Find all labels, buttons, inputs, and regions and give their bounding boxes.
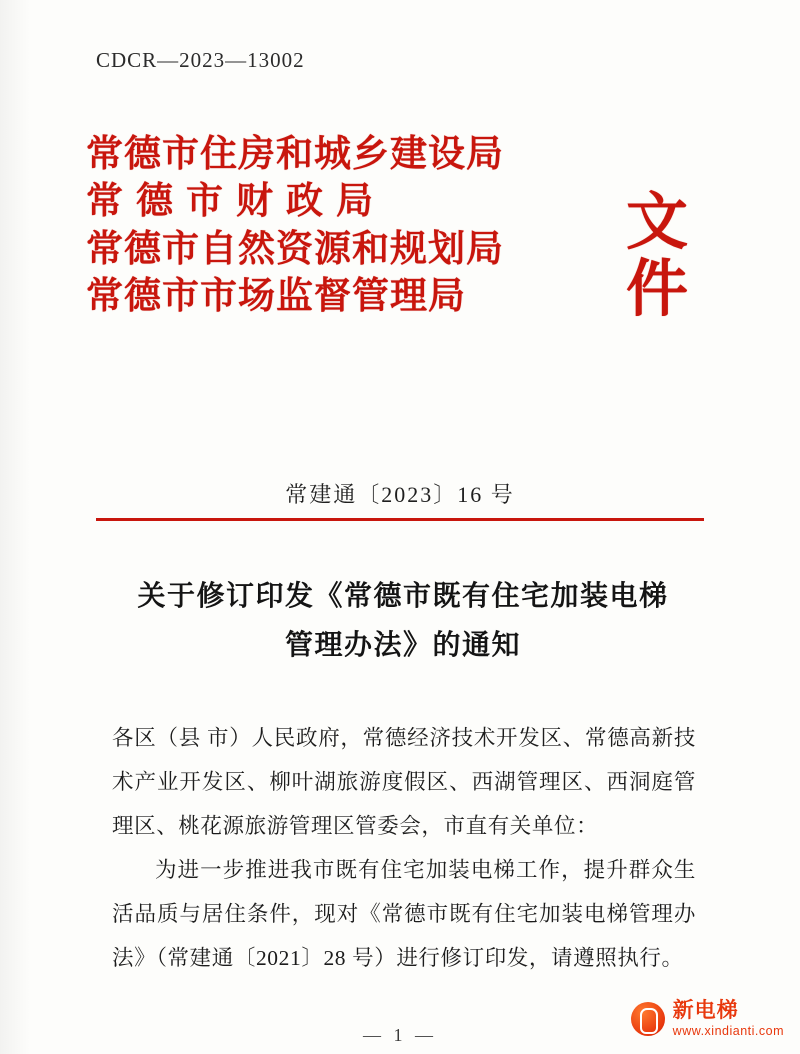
watermark-title: 新电梯 — [672, 999, 739, 1023]
issuer-line-3: 常德市自然资源和规划局 — [86, 228, 504, 270]
title-line-2: 管理办法》的通知 — [284, 630, 521, 661]
issuer-line-1: 常德市住房和城乡建设局 — [86, 134, 504, 175]
watermark-text — [673, 999, 784, 1038]
body-paragraph-2: 为进一步推进我市既有住宅加装电梯工作，提升群众生活品质与居住条件，现对《常德市既有住宅加装电梯管理办法》（常建通〔2021〕28 号）进行修订印发，请遵照执行。 — [112, 858, 696, 971]
title-line-1: 关于修订印发《常德市既有住宅加装电梯 — [137, 581, 669, 612]
elevator-logo-icon — [631, 1002, 665, 1036]
body-paragraph-1: 各区（县 市）人民政府，常德经济技术开发区、常德高新技术产业开发区、柳叶湖旅游度假区、西湖管理区、西洞庭管理区、桃花源旅游管理区管委会，市直有关单位： — [112, 726, 696, 839]
issuer-line-2: 常德市财政局 — [86, 181, 386, 223]
watermark-url: www.xindianti.com — [672, 1023, 784, 1038]
document-body — [112, 716, 696, 980]
masthead — [0, 118, 800, 438]
page-title — [118, 572, 688, 670]
red-divider-rule — [96, 518, 704, 521]
page-number: — 1 — — [363, 1025, 437, 1045]
masthead-word: 文件 — [625, 189, 690, 324]
issuer-line-4: 常德市市场监督管理局 — [86, 276, 466, 318]
watermark — [631, 999, 784, 1038]
document-number: 常建通〔2023〕16 号 — [285, 482, 515, 507]
document-code: CDCR—2023—13002 — [96, 48, 305, 72]
issuing-agencies — [86, 134, 586, 318]
